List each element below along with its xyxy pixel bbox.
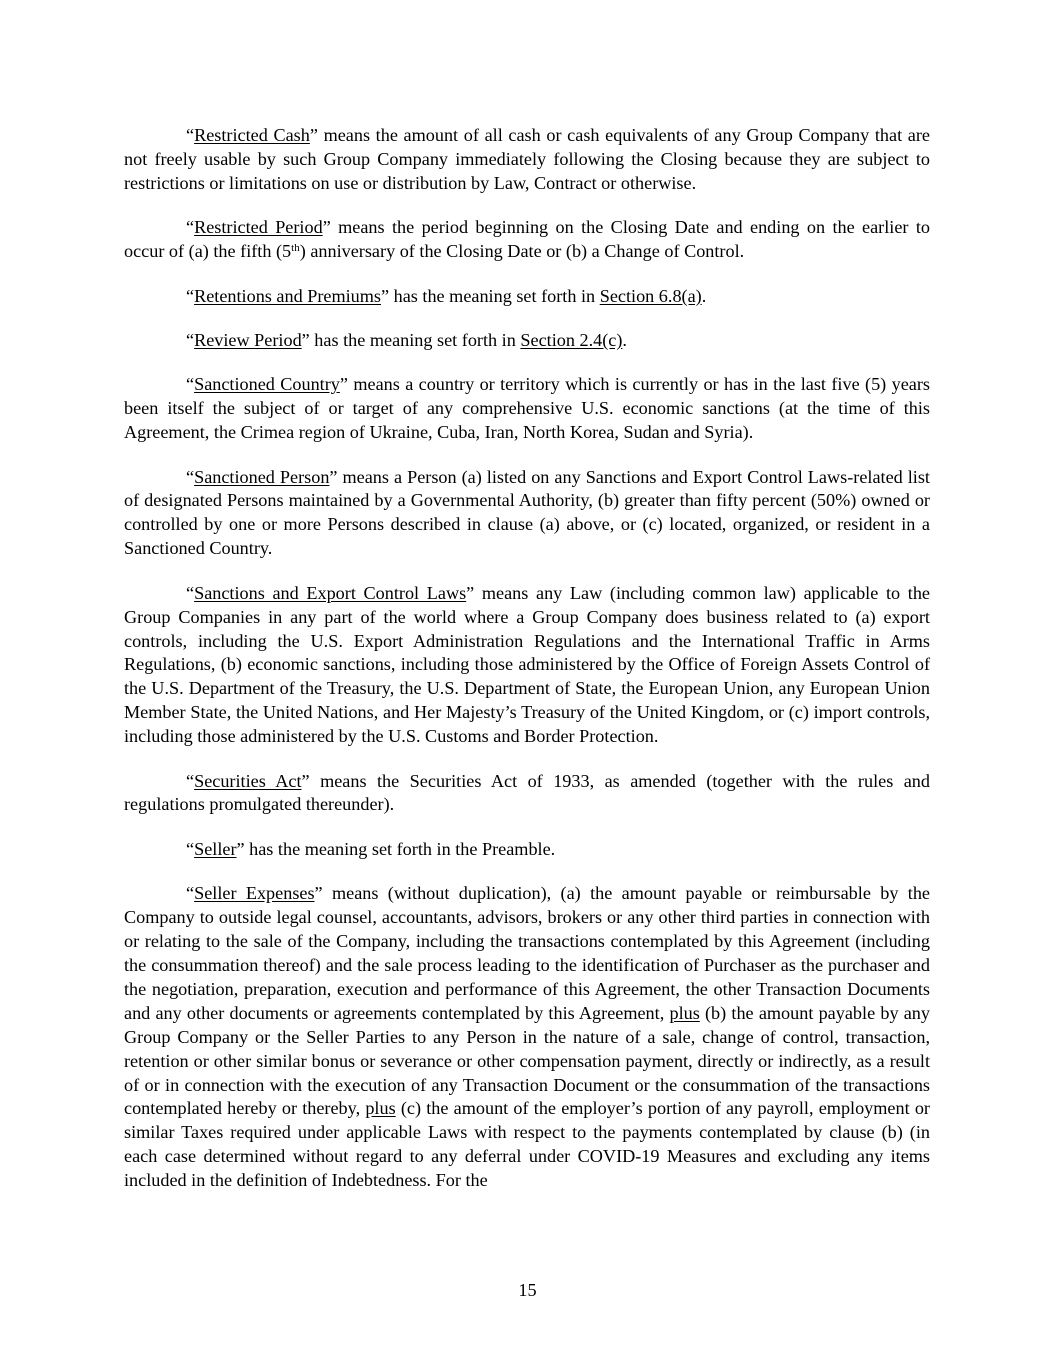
definition-review-period — [124, 329, 930, 353]
defined-term: Seller — [194, 838, 237, 859]
open-quote: “ — [186, 374, 195, 395]
defined-term: Seller Expenses — [194, 883, 315, 904]
defined-term: Sanctioned Country — [194, 374, 340, 395]
page-number: 15 — [518, 1280, 537, 1300]
defined-term: Retentions and Premiums — [194, 285, 381, 306]
period: . — [622, 329, 627, 350]
open-quote: “ — [186, 582, 195, 603]
definition-securities-act — [124, 770, 930, 818]
open-quote: “ — [186, 329, 195, 350]
defined-term: Review Period — [194, 329, 302, 350]
open-quote: “ — [186, 217, 195, 238]
defined-term: Restricted Cash — [194, 125, 310, 145]
definition-text: ” has the meaning set forth in — [301, 329, 521, 350]
period: . — [701, 285, 707, 306]
plus-keyword: plus — [669, 1002, 700, 1023]
open-quote: “ — [186, 770, 195, 791]
ordinal-superscript: th — [291, 242, 300, 255]
definition-text: ” means the Securities Act of 1933, as amended (together with the rules and regulations promulgated thereunder). — [124, 770, 930, 815]
definition-text: ” means (without duplication), (a) the amount payable or reimbursable by the Company to outside legal counsel, accountants, advisors, brokers or any other third parties in connection with or relating to the sale of the Company, including the transactions contemplated by this Agreement (including the consummation thereof) and the sale process leading to the identification of Purchaser as the purchaser and the negotiation, preparation, execution and performance of this Agreement, the other Transaction Documents and any other documents or agreements contemplated by this Agreement, — [124, 883, 930, 1023]
open-quote: “ — [186, 883, 195, 904]
definition-text: ” has the meaning set forth in the Preamble. — [236, 838, 556, 859]
open-quote: “ — [186, 125, 195, 145]
definition-sanctioned-person — [124, 466, 930, 562]
definition-text: (b) the amount payable by any Group Company or the Seller Parties to any Person in the nature of a sale, change of control, transaction, retention or other similar bonus or severance or other compensation payment, directly or indirectly, as a result of or in connection with the execution of any Transaction Document or the consummation of the transactions contemplated hereby or thereby, — [124, 1002, 930, 1119]
definition-text: ) anniversary of the Closing Date or (b) a Change of Control. — [299, 241, 745, 262]
defined-term: Securities Act — [194, 770, 302, 791]
definition-text: ” means any Law (including common law) applicable to the Group Companies in any part of the world where a Group Company does business related to (a) export controls, including the U.S. Export Administration Regulations and the International Traffic in Arms Regulations, (b) economic sanctions, including those administered by the Office of Foreign Assets Control of the U.S. Department of the Treasury, the U.S. Department of State, the European Union, any European Union Member State, the United Nations, and Her Majesty’s Treasury of the United Kingdom, or (c) import controls, including those administered by the U.S. Customs and Border Protection. — [124, 582, 930, 747]
definition-text: (c) the amount of the employer’s portion of any payroll, employment or similar Taxes required under applicable Laws with respect to the payments contemplated by clause (b) (in each case determined without regard to any deferral under COVID-19 Measures and excluding any items included in the definition of Indebtedness. For the — [124, 1098, 930, 1191]
plus-keyword: plus — [365, 1098, 396, 1119]
definition-text: ” has the meaning set forth in — [381, 285, 600, 306]
definition-sanctions-and-export-control-laws — [124, 582, 930, 749]
definition-retentions-and-premiums — [124, 285, 930, 309]
open-quote: “ — [186, 466, 195, 487]
definition-text: ” means the amount of all cash or cash equivalents of any Group Company that are not freely usable by such Group Company immediately following the Closing because they are subject to restrictions or limitations on use or distribution by Law, Contract or otherwise. — [124, 125, 930, 193]
section-reference: Section 6.8(a) — [599, 285, 702, 306]
open-quote: “ — [186, 285, 195, 306]
definition-text: ” means the period beginning on the Closing Date and ending on the earlier to occur of (a) the fifth (5 — [124, 217, 930, 262]
definition-text: ” means a Person (a) listed on any Sanctions and Export Control Laws-related list of designated Persons maintained by a Governmental Authority, (b) greater than fifty percent (50%) owned or controlled by one or more Persons described in clause (a) above, or (c) located, organized, or resident in a Sanctioned Country. — [124, 466, 930, 559]
section-reference: Section 2.4(c) — [520, 329, 623, 350]
open-quote: “ — [186, 838, 195, 859]
defined-term: Sanctioned Person — [194, 466, 330, 487]
defined-term: Restricted Period — [194, 217, 323, 238]
definition-restricted-period — [124, 216, 930, 264]
definition-sanctioned-country — [124, 373, 930, 445]
definition-restricted-cash — [124, 124, 930, 196]
definition-seller-expenses — [124, 882, 930, 1193]
definition-seller — [124, 838, 930, 862]
document-page — [124, 124, 930, 1214]
definition-text: ” means a country or territory which is currently or has in the last five (5) years been itself the subject of or target of any comprehensive U.S. economic sanctions (at the time of this Agreement, the Crimea region of Ukraine, Cuba, Iran, North Korea, Sudan and Syria). — [124, 374, 930, 443]
defined-term: Sanctions and Export Control Laws — [194, 582, 467, 603]
